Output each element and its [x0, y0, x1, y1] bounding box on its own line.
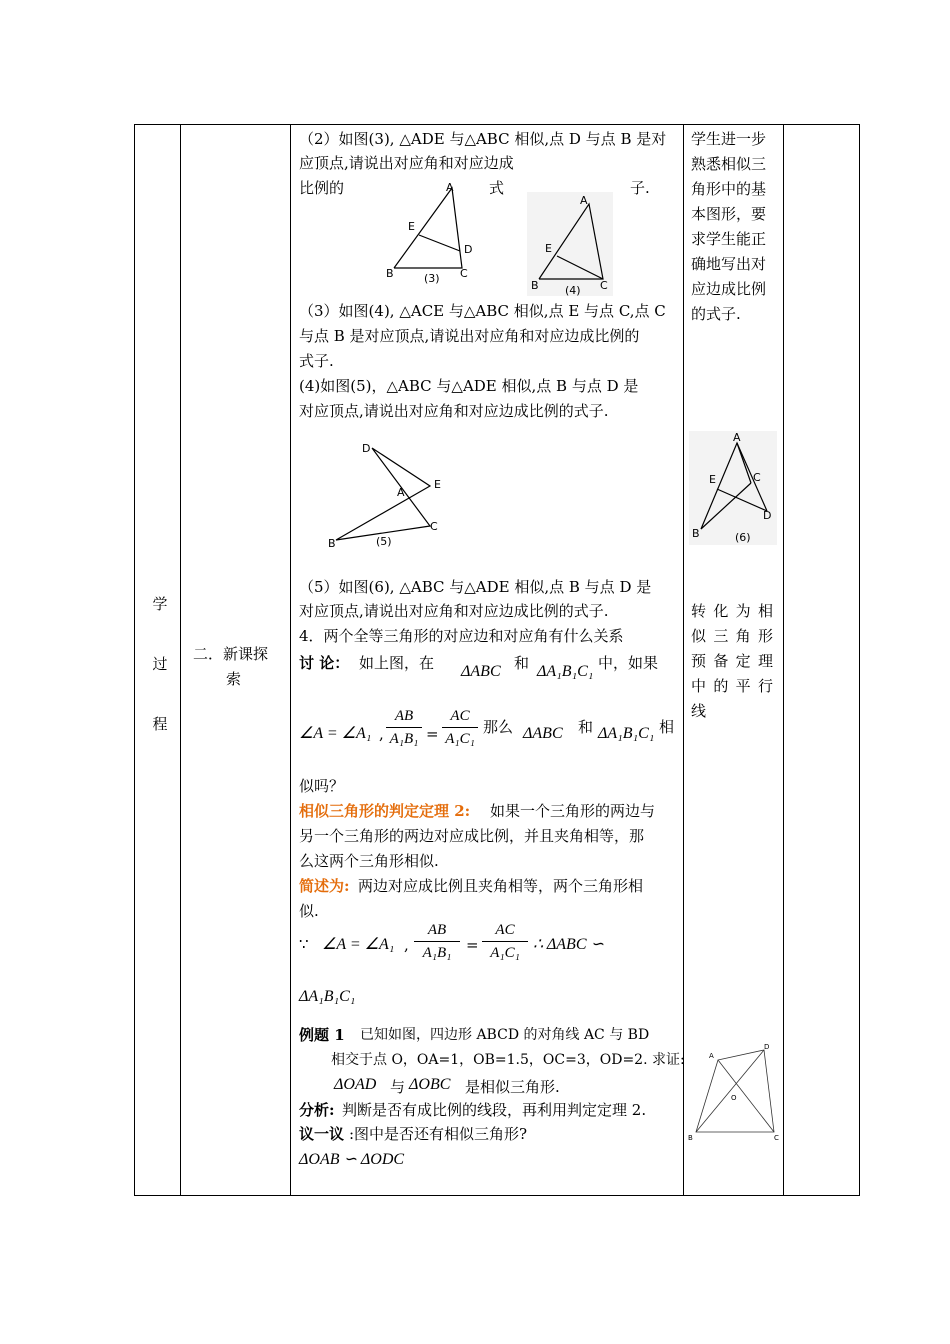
fig6-label-a: A	[733, 431, 741, 444]
name-me: 那么	[483, 718, 514, 736]
angle-condition: ∠A = ∠A₁	[299, 725, 372, 742]
equals-sign: =	[426, 725, 439, 743]
p5-line2: 对应顶点,请说出对应角和对应边成比例的式子.	[299, 602, 609, 620]
frac-den: A₁B₁	[389, 731, 419, 747]
discuss2-label: 议一议	[299, 1125, 345, 1143]
p4-line2: 对应顶点,请说出对应角和对应边成比例的式子.	[299, 402, 609, 420]
final-similarity: ΔOAB ∽ ΔODC	[299, 1151, 405, 1168]
p5-line1: （5）如图(6), △ABC 与△ADE 相似,点 B 与点 D 是	[299, 578, 652, 596]
fig5-label-d: D	[362, 442, 371, 455]
fig6-label-b: B	[692, 527, 700, 540]
angle-condition-2: ∠A = ∠A₁	[322, 936, 395, 953]
p2-line3a: 比例的	[299, 179, 345, 197]
fig4-label-c: C	[600, 279, 608, 292]
example-text1: 已知如图，四边形 ABCD 的对角线 AC 与 BD	[360, 1027, 650, 1043]
p3-line1: （3）如图(4), △ACE 与△ABC 相似,点 E 与点 C,点 C	[299, 302, 666, 320]
fig7-label-b: B	[688, 1134, 693, 1142]
analysis-text: 判断是否有成比例的线段，再利用判定定理 2.	[342, 1101, 647, 1119]
fig4-label-e: E	[545, 242, 552, 255]
discuss2-text: :图中是否还有相似三角形?	[349, 1125, 528, 1143]
stage-label-char: 过	[152, 655, 168, 673]
fig4-label-a: A	[580, 194, 588, 207]
section-label-line1: 二．新课探	[193, 645, 269, 663]
p3-line3: 式子.	[299, 352, 334, 370]
p2-line2: 应顶点,请说出对应角和对应边成	[299, 154, 514, 172]
frac-bar	[442, 727, 478, 728]
last-triangle: ΔA₁B₁C₁	[299, 988, 356, 1005]
brief-text1: 两边对应成比例且夹角相等，两个三角形相	[358, 877, 644, 895]
figure-3	[380, 178, 480, 288]
fig3-caption: (3)	[424, 272, 440, 285]
fig5-label-e: E	[434, 478, 441, 491]
frac-den: A₁C₁	[490, 945, 520, 961]
triangle-abc-2: ΔABC	[523, 725, 563, 742]
figure-4	[527, 192, 613, 296]
comma: ,	[404, 936, 409, 954]
frac-bar	[414, 941, 460, 942]
frac-num: AC	[450, 708, 470, 724]
fig3-label-c: C	[460, 267, 468, 280]
therefore-triangle: ∴ ΔABC ∽	[533, 936, 604, 953]
frac-bar	[386, 727, 422, 728]
example-label: 例题 1	[299, 1026, 345, 1044]
stage-label-char: 程	[152, 715, 168, 733]
stage-label	[148, 574, 172, 754]
stage-label-char: 学	[152, 595, 168, 613]
brief-label: 简述为:	[299, 877, 350, 895]
conj-he: 和	[514, 654, 530, 672]
figure-7	[686, 1040, 782, 1144]
brief-text2: 似.	[299, 902, 319, 920]
fig3-label-b: B	[386, 267, 394, 280]
xiang: 相	[659, 718, 675, 736]
fig4-label-b: B	[531, 279, 539, 292]
fig7-label-d: D	[764, 1043, 770, 1051]
example-text3: 是相似三角形.	[465, 1078, 560, 1096]
comma: ,	[379, 725, 384, 743]
triangle-abc: ΔABC	[461, 663, 501, 680]
question-4: 4．两个全等三角形的对应边和对应角有什么关系	[299, 627, 624, 645]
frac-den: A₁B₁	[422, 945, 452, 961]
fig5-label-b: B	[328, 537, 336, 550]
fraction-ac-2	[482, 920, 528, 963]
fig6-caption: (6)	[735, 531, 751, 544]
theorem-text2: 另一个三角形的两边对应成比例，并且夹角相等，那	[299, 827, 645, 845]
because-symbol: ∵	[299, 935, 309, 953]
fig5-caption: (5)	[376, 535, 392, 548]
theorem-text3: 么这两个三角形相似.	[299, 852, 439, 870]
p2-line3b: 式	[489, 179, 505, 197]
discuss-text: 如上图，在	[359, 654, 435, 672]
teacher-note-2: 转化为相似三角形预备定理中的平行线	[691, 602, 775, 720]
fig7-label-c: C	[774, 1134, 779, 1142]
fig5-label-a: A	[397, 486, 405, 499]
column-divider	[683, 124, 684, 1196]
frac-num: AB	[394, 708, 414, 724]
frac-num: AC	[495, 922, 515, 938]
column-divider	[783, 124, 784, 1196]
theorem-label: 相似三角形的判定定理 2:	[299, 802, 471, 820]
figure-5	[322, 436, 452, 554]
p2-line1: （2）如图(3), △ADE 与△ABC 相似,点 D 与点 B 是对	[299, 130, 667, 148]
theorem-text1: 如果一个三角形的两边与	[490, 802, 656, 820]
p3-line2: 与点 B 是对应顶点,请说出对应角和对应边成比例的	[299, 327, 640, 345]
p4-line1: (4)如图(5)，△ABC 与△ADE 相似,点 B 与点 D 是	[299, 377, 639, 395]
fig3-label-a: A	[446, 181, 454, 194]
fig5-label-c: C	[430, 520, 438, 533]
fig7-label-a: A	[709, 1052, 714, 1060]
zhong-rugu: 中，如果	[598, 654, 659, 672]
fraction-ab	[386, 706, 422, 749]
triangle-oad: ΔOAD	[334, 1076, 377, 1093]
fig3-label-e: E	[408, 220, 415, 233]
example-text2: 相交于点 O，OA=1，OB=1.5，OC=3，OD=2. 求证:	[331, 1052, 685, 1068]
column-divider	[180, 124, 181, 1196]
discuss-label: 讨 论：	[299, 654, 350, 672]
teacher-note-1: 学生进一步熟悉相似三角形中的基本图形，要求学生能正确地写出对应边成比例的式子.	[691, 130, 767, 323]
equals-sign: =	[466, 936, 479, 954]
column-divider	[290, 124, 291, 1196]
frac-den: A₁C₁	[445, 731, 475, 747]
fig6-label-c: C	[753, 471, 761, 484]
fig6-label-d: D	[763, 509, 772, 522]
p2-line3c: 子.	[630, 179, 650, 197]
frac-num: AB	[427, 922, 447, 938]
conj-he-2: 和	[578, 718, 594, 736]
fig6-label-e: E	[709, 473, 716, 486]
triangle-a1b1c1: ΔA₁B₁C₁	[537, 663, 594, 680]
fig3-label-d: D	[464, 243, 473, 256]
section-label-line2: 索	[226, 670, 242, 688]
fig4-caption: (4)	[565, 284, 581, 296]
analysis-label: 分析:	[299, 1101, 335, 1119]
fig7-label-o: O	[731, 1094, 737, 1102]
triangle-a1b1c1-2: ΔA₁B₁C₁	[598, 725, 655, 742]
frac-bar	[482, 941, 528, 942]
triangle-obc: ΔOBC	[409, 1076, 451, 1093]
figure-6	[689, 431, 777, 545]
fraction-ab-2	[414, 920, 460, 963]
conj-yu: 与	[390, 1078, 406, 1096]
fraction-ac	[442, 706, 478, 749]
si-ma: 似吗？	[299, 777, 345, 795]
